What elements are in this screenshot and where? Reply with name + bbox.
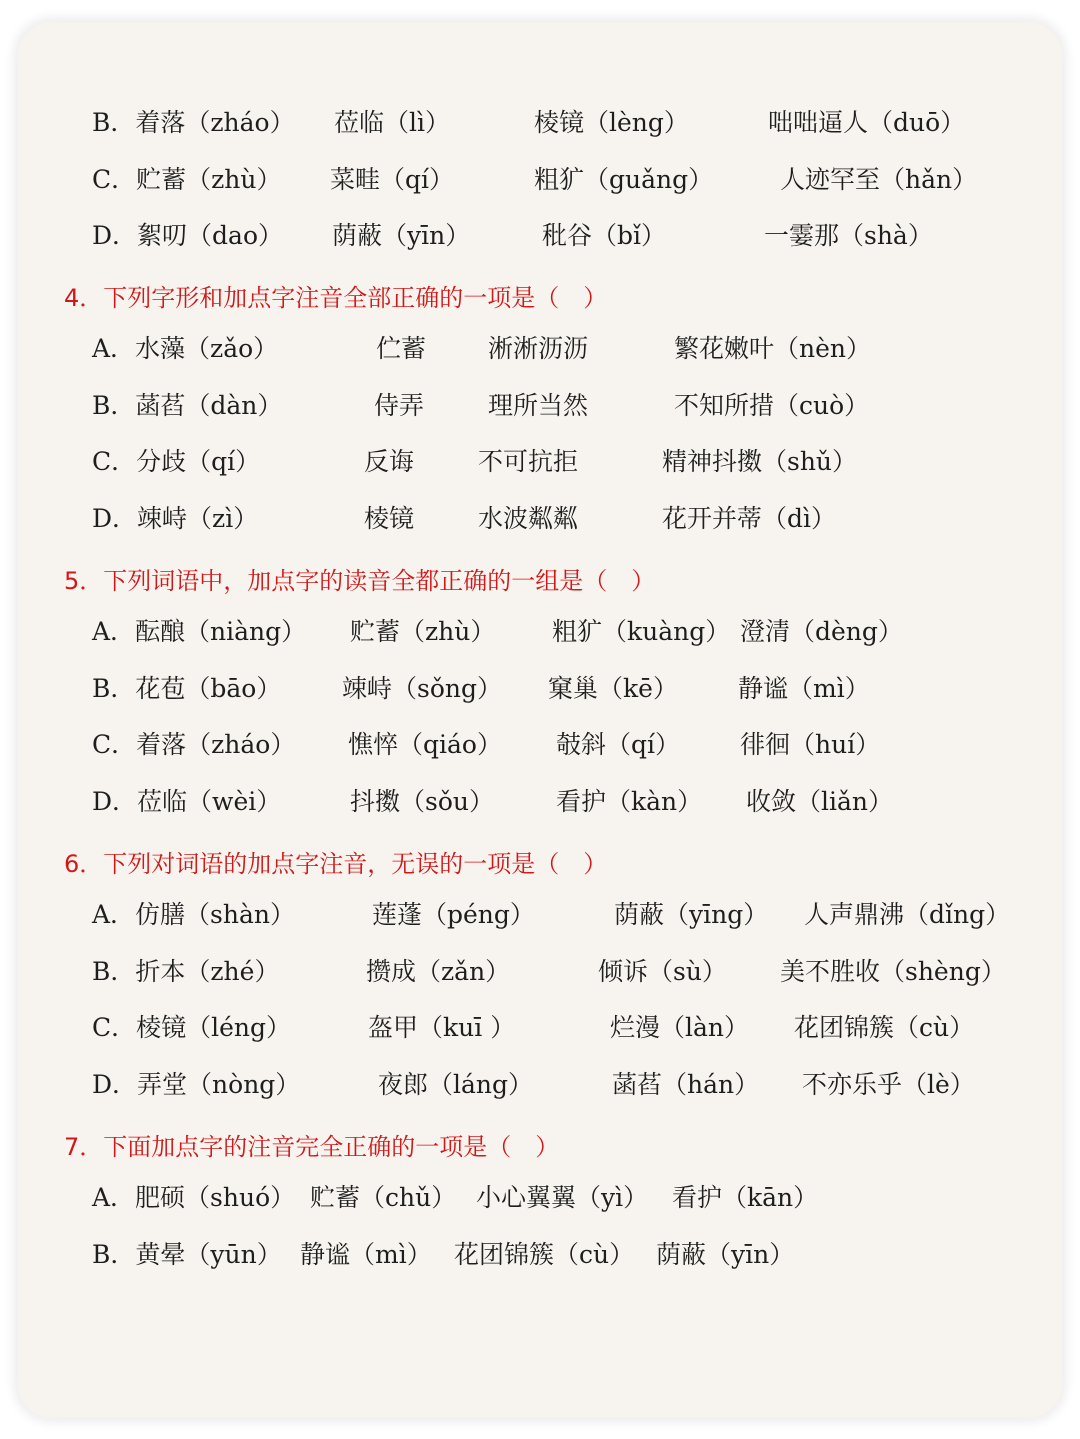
- option-cell: 小心翼翼（yì）: [476, 1183, 649, 1212]
- worksheet-page: [18, 22, 1062, 1418]
- option-cell: A．水藻（zǎo）: [92, 334, 279, 363]
- option-cell: 精神抖擞（shǔ）: [662, 447, 858, 476]
- option-cell: 反诲: [364, 447, 415, 476]
- option-cell: 荫蔽（yīn）: [332, 221, 471, 250]
- option-cell: B．花苞（bāo）: [92, 674, 282, 703]
- option-cell: 繁花嫩叶（nèn）: [674, 334, 871, 363]
- option-cell: B．黄晕（yūn）: [92, 1240, 282, 1269]
- option-cell: 花团锦簇（cù）: [454, 1240, 635, 1269]
- question-7: 7．下面加点字的注音完全正确的一项是（ ）: [64, 1133, 560, 1161]
- option-cell: 淅淅沥沥: [488, 334, 589, 363]
- option-cell: 美不胜收（shèng）: [780, 957, 1006, 986]
- option-cell: 粗犷（kuàng）: [552, 617, 731, 646]
- option-cell: 窠巢（kē）: [548, 674, 678, 703]
- option-cell: 憔悴（qiáo）: [348, 730, 502, 759]
- option-cell: 静谧（mì）: [738, 674, 870, 703]
- option-cell: 棱镜（lèng）: [534, 108, 689, 137]
- option-cell: 侍弄: [374, 391, 425, 420]
- option-cell: B．菡萏（dàn）: [92, 391, 283, 420]
- option-cell: 澄清（dèng）: [740, 617, 903, 646]
- option-cell: 荫蔽（yīng）: [614, 900, 769, 929]
- option-cell: D．弄堂（nòng）: [92, 1070, 301, 1099]
- option-cell: 徘徊（huí）: [740, 730, 881, 759]
- question-6: 6．下列对词语的加点字注音，无误的一项是（ ）: [64, 850, 608, 878]
- option-cell: 不知所措（cuò）: [674, 391, 870, 420]
- option-cell: 攒成（zǎn）: [366, 957, 511, 986]
- option-cell: 看护（kān）: [672, 1183, 819, 1212]
- option-cell: B．着落（zháo）: [92, 108, 295, 137]
- option-cell: D．莅临（wèi）: [92, 787, 282, 816]
- question-5: 5．下列词语中，加点字的读音全都正确的一组是（ ）: [64, 567, 656, 595]
- option-cell: 看护（kàn）: [556, 787, 703, 816]
- option-cell: 菡萏（hán）: [612, 1070, 760, 1099]
- option-cell: 理所当然: [488, 391, 589, 420]
- question-4: 4．下列字形和加点字注音全部正确的一项是（ ）: [64, 284, 608, 312]
- option-cell: 菜畦（qí）: [330, 165, 454, 194]
- option-cell: 粗犷（guǎng）: [534, 165, 714, 194]
- option-cell: C．棱镜（léng）: [92, 1013, 292, 1042]
- option-cell: D．絮叨（dao）: [92, 221, 284, 250]
- option-cell: 莅临（lì）: [334, 108, 450, 137]
- option-cell: 水波粼粼: [478, 504, 579, 533]
- option-cell: 攲斜（qí）: [556, 730, 680, 759]
- option-cell: 抖擞（sǒu）: [350, 787, 494, 816]
- option-cell: 烂漫（làn）: [610, 1013, 750, 1042]
- option-cell: 静谧（mì）: [300, 1240, 432, 1269]
- option-cell: 不亦乐乎（lè）: [802, 1070, 975, 1099]
- option-cell: 贮蓄（chǔ）: [310, 1183, 457, 1212]
- option-cell: 夜郎（láng）: [378, 1070, 534, 1099]
- option-cell: 一霎那（shà）: [764, 221, 933, 250]
- option-cell: A．肥硕（shuó）: [92, 1183, 296, 1212]
- option-cell: 贮蓄（zhù）: [350, 617, 496, 646]
- option-cell: B．折本（zhé）: [92, 957, 280, 986]
- option-cell: 秕谷（bǐ）: [542, 221, 666, 250]
- option-cell: 人迹罕至（hǎn）: [780, 165, 978, 194]
- option-cell: C．着落（zháo）: [92, 730, 296, 759]
- option-cell: C．分歧（qí）: [92, 447, 261, 476]
- option-cell: 竦峙（sǒng）: [342, 674, 502, 703]
- option-cell: A．仿膳（shàn）: [92, 900, 295, 929]
- option-cell: 人声鼎沸（dǐng）: [804, 900, 1011, 929]
- option-cell: 花团锦簇（cù）: [794, 1013, 975, 1042]
- option-cell: D．竦峙（zì）: [92, 504, 259, 533]
- option-cell: 荫蔽（yīn）: [656, 1240, 795, 1269]
- option-cell: 盔甲（kuī ）: [368, 1013, 516, 1042]
- option-cell: C．贮蓄（zhù）: [92, 165, 282, 194]
- option-cell: 花开并蒂（dì）: [662, 504, 836, 533]
- option-cell: 棱镜: [364, 504, 415, 533]
- option-cell: 莲蓬（péng）: [372, 900, 535, 929]
- option-cell: 咄咄逼人（duō）: [768, 108, 966, 137]
- option-cell: 伫蓄: [376, 334, 427, 363]
- option-cell: 不可抗拒: [478, 447, 579, 476]
- option-cell: 收敛（liǎn）: [746, 787, 893, 816]
- option-cell: 倾诉（sù）: [598, 957, 727, 986]
- option-cell: A．酝酿（niàng）: [92, 617, 307, 646]
